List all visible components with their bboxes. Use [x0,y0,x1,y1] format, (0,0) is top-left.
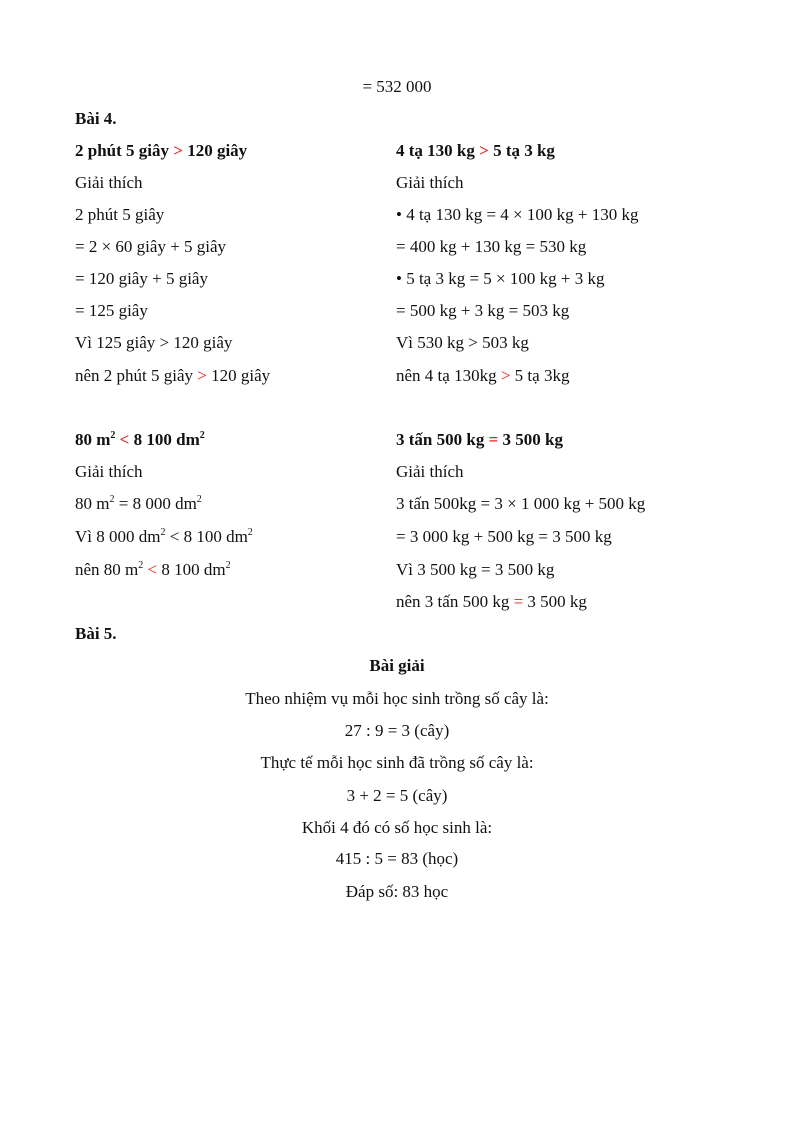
q3-line2-a-sup: 2 [160,527,166,538]
q1-line: 2 phút 5 giây [75,205,165,224]
q4-sign: = [488,430,499,449]
q1-conclusion-right: 120 giây [211,366,271,385]
q1-title [75,141,247,161]
solution-line: 27 : 9 = 3 (cây) [344,721,450,740]
q1-conclusion-left: nên 2 phút 5 giây [75,366,194,385]
q3-concl-a: nên 80 m [75,560,139,579]
q3-sign: < [119,430,130,449]
q4-title-right: 3 500 kg [502,430,563,449]
solution-title: Bài giải [369,656,425,675]
q1-line: = 125 giây [75,301,148,320]
q2-line: = 500 kg + 3 kg = 503 kg [396,301,570,320]
q3-explain-label: Giải thích [75,462,143,481]
q3-conclusion-sign: < [147,560,158,579]
q2-line: • 4 tạ 130 kg = 4 × 100 kg + 130 kg [396,205,639,224]
q1-line: = 2 × 60 giây + 5 giây [75,237,227,256]
q4-line: = 3 000 kg + 500 kg = 3 500 kg [396,527,612,546]
q3-line2-b: < 8 100 dm [169,527,248,546]
q4-conclusion-right: 3 500 kg [527,592,587,611]
q2-line: = 400 kg + 130 kg = 530 kg [396,237,587,256]
q2-conclusion-sign: > [500,366,511,385]
q1-explain-label: Giải thích [75,173,143,192]
solution-line: 3 + 2 = 5 (cây) [346,786,448,805]
q3-concl-b: 8 100 dm [161,560,226,579]
q2-conclusion-left: nên 4 tạ 130kg [396,366,497,385]
q1-conclusion [75,366,270,386]
q3-line1-a-sup: 2 [109,494,115,505]
top-result: = 532 000 [362,77,432,96]
q2-conclusion [396,366,569,386]
bai5-heading: Bài 5. [75,624,117,643]
q2-title [396,141,555,161]
solution-line: Theo nhiệm vụ mỗi học sinh trồng số cây là: [245,689,549,708]
solution-line: Thực tế mỗi học sinh đã trồng số cây là: [260,753,534,772]
q4-line: 3 tấn 500kg = 3 × 1 000 kg + 500 kg [396,494,646,513]
q3-title-a: 80 m [75,430,111,449]
q2-sign: > [479,141,489,160]
q4-line: Vì 3 500 kg = 3 500 kg [396,560,555,579]
q1-conclusion-sign: > [197,366,207,385]
q1-line: = 120 giây + 5 giây [75,269,208,288]
solution-line: Khối 4 đó có số học sinh là: [301,818,493,837]
q3-line [75,527,253,547]
q4-conclusion [396,592,587,612]
q1-line: Vì 125 giây > 120 giây [75,333,233,352]
q4-conclusion-sign: = [513,592,524,611]
q3-line2-b-sup: 2 [247,527,253,538]
q4-title [396,430,563,450]
q4-title-left: 3 tấn 500 kg [396,430,485,449]
q3-line1-a: 80 m [75,494,110,513]
q4-conclusion-left: nên 3 tấn 500 kg [396,592,510,611]
q3-concl-b-sup: 2 [225,560,231,571]
q3-line2-a: Vì 8 000 dm [75,527,161,546]
q4-explain-label: Giải thích [396,462,464,481]
q1-title-right: 120 giây [187,141,248,160]
q3-line1-b-sup: 2 [196,494,202,505]
q3-title-b-sup: 2 [199,430,205,441]
q2-line: • 5 tạ 3 kg = 5 × 100 kg + 3 kg [396,269,605,288]
bai4-heading: Bài 4. [75,109,117,128]
solution-line: 415 : 5 = 83 (học) [335,849,459,868]
q3-title-b: 8 100 dm [133,430,200,449]
q2-conclusion-right: 5 tạ 3kg [514,366,570,385]
answer-line: Đáp số: 83 học [345,882,449,901]
q1-title-left: 2 phút 5 giây [75,141,169,160]
q1-sign: > [173,141,183,160]
q3-concl-a-sup: 2 [138,560,144,571]
q2-explain-label: Giải thích [396,173,464,192]
q3-title [75,430,205,450]
q3-line1-b: = 8 000 dm [118,494,197,513]
q3-line [75,494,202,514]
q2-title-right: 5 tạ 3 kg [493,141,555,160]
q3-conclusion [75,560,231,580]
q3-title-a-sup: 2 [110,430,116,441]
q2-line: Vì 530 kg > 503 kg [396,333,529,352]
q2-title-left: 4 tạ 130 kg [396,141,475,160]
